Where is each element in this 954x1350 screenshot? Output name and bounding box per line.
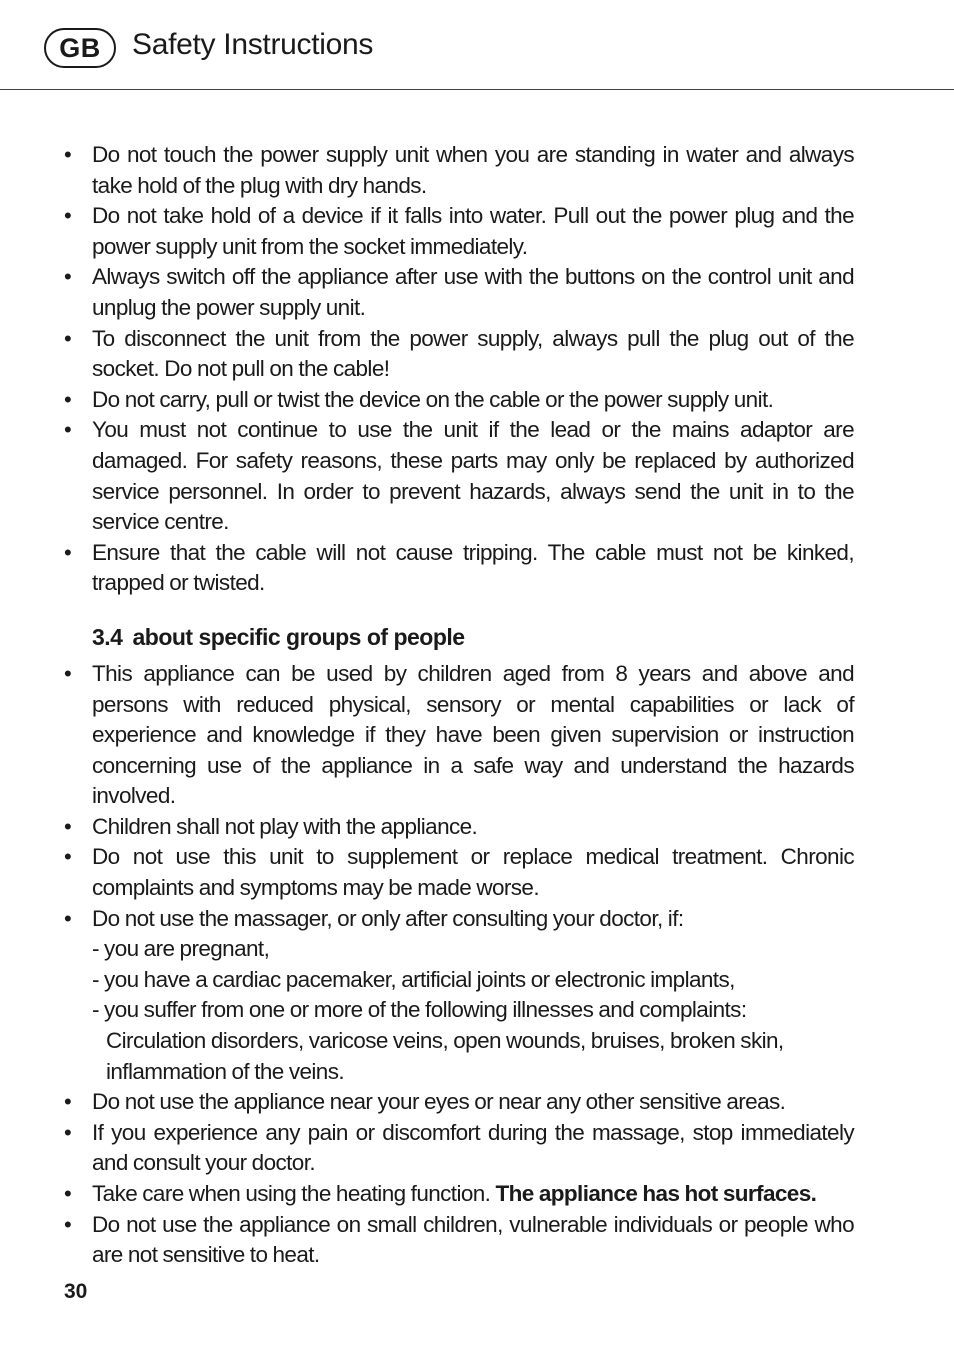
list-item: • You must not continue to use the unit if the lead or the mains adaptor are damaged. For safety reasons, these parts may only be replaced by authorized service personnel. In order to prevent hazards, always send the unit in to the service centre. — [64, 415, 854, 537]
section-heading — [92, 621, 854, 653]
list-item: • Do not carry, pull or twist the device on the cable or the power supply unit. — [64, 385, 854, 416]
list-item: • To disconnect the unit from the power supply, always pull the plug out of the socket. Do not pull on the cable! — [64, 324, 854, 385]
list-item: • This appliance can be used by children aged from 8 years and above and persons with reduced physical, sensory or mental capabilities or lack of experience and knowledge if they have been given supervision or instruction concerning use of the appliance in a safe way and understand the hazards involved. — [64, 659, 854, 812]
list-item: • Do not use the massager, or only after consulting your doctor, if: — [64, 904, 854, 935]
safety-list-groups — [64, 659, 854, 934]
page-header — [0, 0, 954, 90]
list-item: • Do not use this unit to supplement or replace medical treatment. Chronic complaints and symptoms may be made worse. — [64, 842, 854, 903]
list-item: • Do not use the appliance on small children, vulnerable individuals or people who are not sensitive to heat. — [64, 1210, 854, 1271]
list-item: • Always switch off the appliance after use with the buttons on the control unit and unplug the power supply unit. — [64, 262, 854, 323]
page-number: 30 — [64, 1280, 88, 1303]
list-item: • Ensure that the cable will not cause tripping. The cable must not be kinked, trapped or twisted. — [64, 538, 854, 599]
list-item: • Do not touch the power supply unit when you are standing in water and always take hold of the plug with dry hands. — [64, 140, 854, 201]
safety-list-top — [64, 140, 854, 599]
list-item: • Children shall not play with the appliance. — [64, 812, 854, 843]
heating-text: Take care when using the heating function. — [92, 1181, 496, 1206]
sub-list-continuation: inflammation of the veins. — [106, 1058, 345, 1084]
safety-list-groups-cont — [64, 1087, 854, 1271]
sub-list-item: - you have a cardiac pacemaker, artificial joints or electronic implants, — [92, 966, 735, 992]
page-title: Safety Instructions — [132, 28, 374, 61]
language-badge: GB — [44, 28, 116, 68]
list-item: • Do not take hold of a device if it falls into water. Pull out the power plug and the power supply unit from the socket immediately. — [64, 201, 854, 262]
list-item: • If you experience any pain or discomfort during the massage, stop immediately and consult your doctor. — [64, 1118, 854, 1179]
section-title: about specific groups of people — [132, 623, 465, 650]
sub-list-item: - you suffer from one or more of the following illnesses and complaints: — [92, 997, 747, 1023]
section-number: 3.4 — [92, 623, 123, 650]
page-content — [64, 140, 854, 1271]
sub-list-item: - you are pregnant, — [92, 936, 270, 962]
list-item: • Do not use the appliance near your eyes or near any other sensitive areas. — [64, 1087, 854, 1118]
list-item-heating — [64, 1179, 854, 1210]
header-divider — [0, 89, 954, 90]
hot-surfaces-warning: The appliance has hot surfaces. — [495, 1181, 817, 1206]
sub-list-continuation: Circulation disorders, varicose veins, open wounds, bruises, broken skin, — [106, 1028, 784, 1054]
